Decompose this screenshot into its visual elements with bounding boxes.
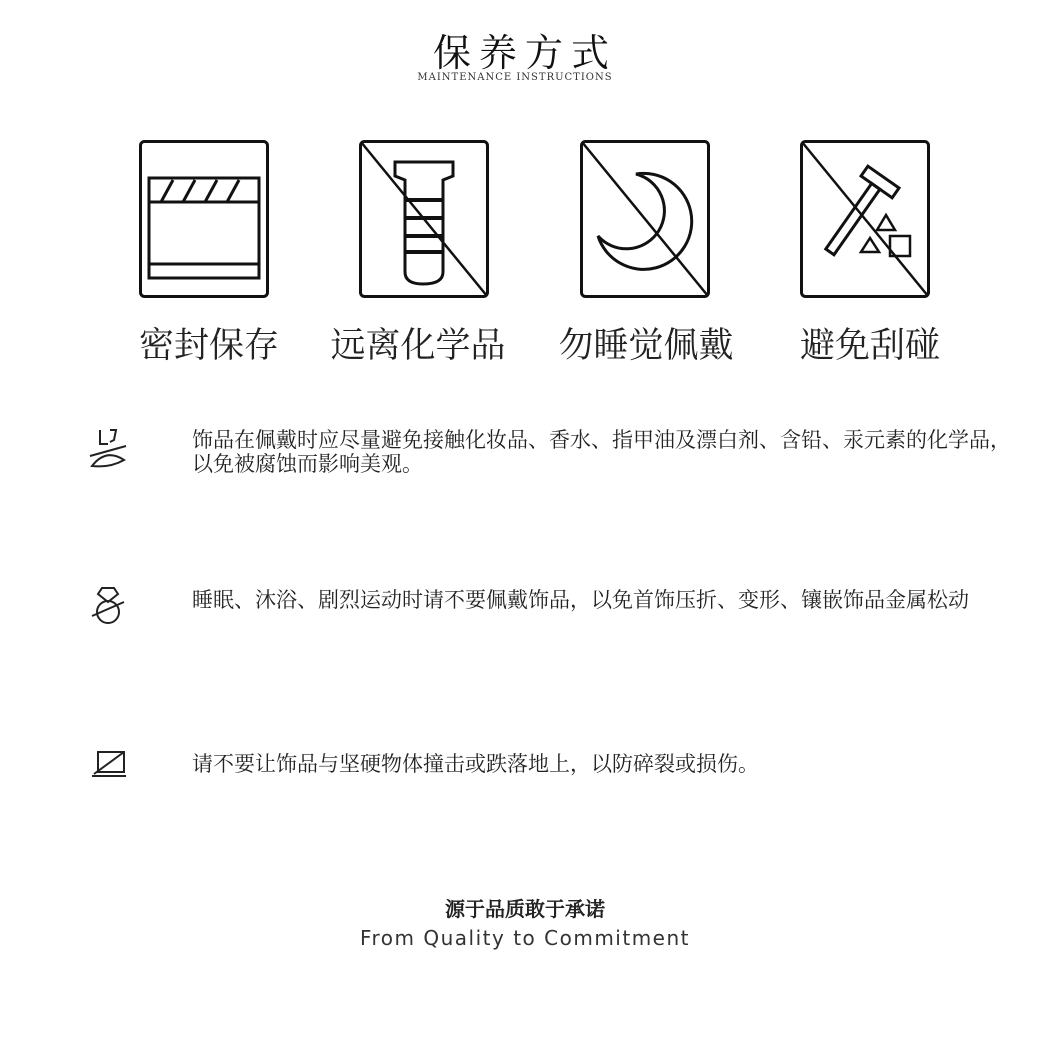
card-no-chemicals: [359, 140, 489, 298]
footer-slogan-cn: 源于品质敢于承诺: [445, 897, 605, 921]
card-label-no-scratch: 避免刮碰: [799, 326, 940, 366]
sealed-box-icon: [139, 140, 269, 298]
footer-slogan-en: From Quality to Commitment: [359, 926, 691, 950]
page-title: 保养方式: [432, 31, 617, 75]
no-impact-icon: [86, 744, 130, 788]
note-sleep-bath: 睡眠、沐浴、剧烈运动时请不要佩戴饰品，以免首饰压折、变形、镶嵌饰品金属松动: [192, 588, 969, 612]
note-chemicals: 饰品在佩戴时应尽量避免接触化妆品、香水、指甲油及漂白剂、含铅、汞元素的化学品，以免被腐蚀而影响美观。: [192, 428, 1011, 476]
card-label-no-chemicals: 远离化学品: [330, 326, 506, 366]
no-chemicals-icon: [359, 140, 489, 298]
no-scratch-icon: [800, 140, 930, 298]
page-subtitle: MAINTENANCE INSTRUCTIONS: [417, 72, 613, 83]
note-impact: 请不要让饰品与坚硬物体撞击或跌落地上，以防碎裂或损伤。: [192, 752, 759, 776]
ring-icon: [86, 582, 130, 626]
card-no-scratch: [800, 140, 930, 298]
no-cosmetics-icon: [86, 426, 130, 470]
card-label-no-sleep: 勿睡觉佩戴: [558, 326, 734, 366]
no-sleep-icon: [580, 140, 710, 298]
card-no-sleep: [580, 140, 710, 298]
card-sealed-storage: [139, 140, 269, 298]
card-label-sealed-storage: 密封保存: [138, 326, 279, 366]
